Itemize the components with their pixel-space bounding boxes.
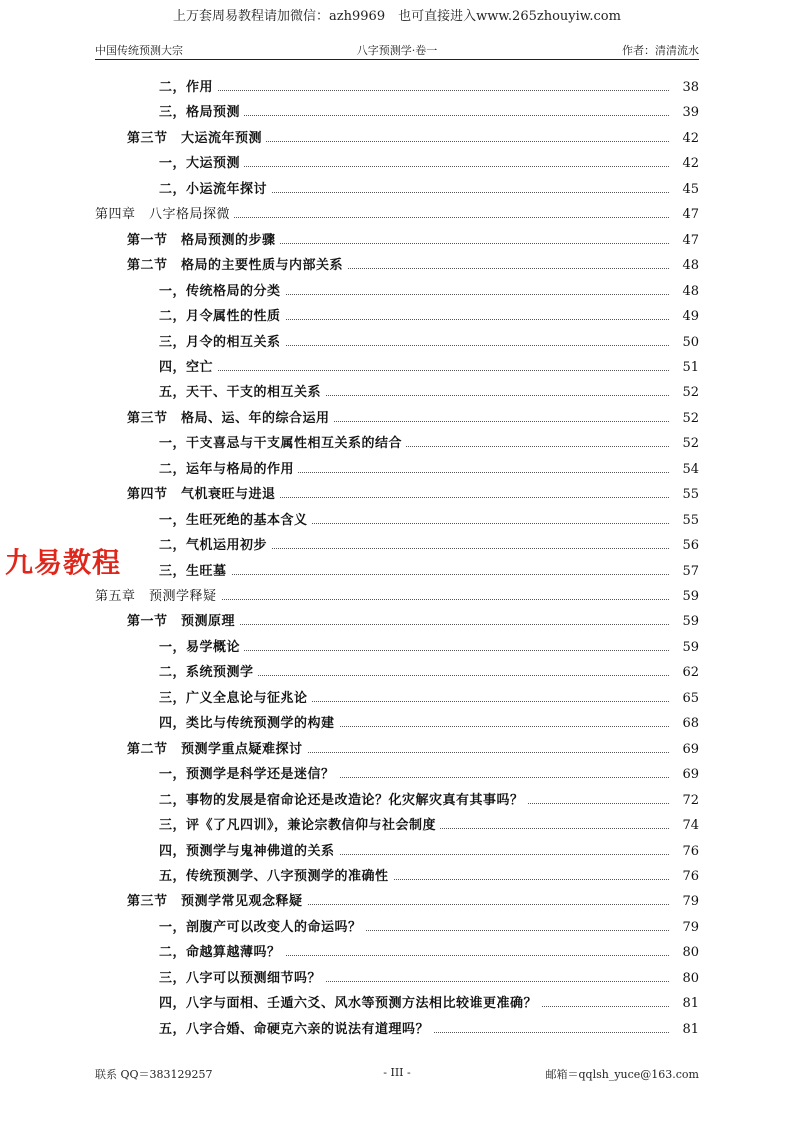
page-number: - III - bbox=[383, 1066, 411, 1079]
toc-title: 四，类比与传统预测学的构建 bbox=[159, 714, 339, 734]
toc-page-number: 42 bbox=[669, 129, 699, 149]
toc-page-number: 54 bbox=[669, 460, 699, 480]
toc-title: 第一节 格局预测的步骤 bbox=[127, 231, 280, 251]
toc-subsection[interactable] bbox=[0, 460, 794, 480]
toc-subsection[interactable] bbox=[0, 282, 794, 302]
toc-leader-dots bbox=[159, 90, 697, 91]
toc-title: 一，易学概论 bbox=[159, 638, 244, 658]
toc-title: 四，空亡 bbox=[159, 358, 217, 378]
toc-section[interactable] bbox=[0, 612, 794, 632]
toc-title: 第四章 八字格局探微 bbox=[95, 205, 234, 225]
toc-page-number: 74 bbox=[669, 816, 699, 836]
toc-page-number: 45 bbox=[669, 180, 699, 200]
toc-subsection[interactable] bbox=[0, 358, 794, 378]
toc-page-number: 79 bbox=[669, 918, 699, 938]
toc-title: 第三节 预测学常见观念释疑 bbox=[127, 892, 307, 912]
toc-subsection[interactable] bbox=[0, 383, 794, 403]
toc-chapter[interactable] bbox=[0, 205, 794, 225]
toc-page-number: 52 bbox=[669, 409, 699, 429]
toc-page-number: 55 bbox=[669, 511, 699, 531]
toc-title: 三，月令的相互关系 bbox=[159, 333, 285, 353]
toc-title: 四，八字与面相、壬遁六爻、风水等预测方法相比较谁更准确？ bbox=[159, 994, 541, 1014]
toc-subsection[interactable] bbox=[0, 765, 794, 785]
toc-subsection[interactable] bbox=[0, 434, 794, 454]
toc-page-number: 80 bbox=[669, 943, 699, 963]
toc-section[interactable] bbox=[0, 485, 794, 505]
toc-title: 二，命越算越薄吗？ bbox=[159, 943, 285, 963]
toc-subsection[interactable] bbox=[0, 918, 794, 938]
toc-page-number: 76 bbox=[669, 842, 699, 862]
toc-section[interactable] bbox=[0, 409, 794, 429]
toc-page-number: 81 bbox=[669, 1020, 699, 1040]
toc-page-number: 59 bbox=[669, 587, 699, 607]
toc-subsection[interactable] bbox=[0, 816, 794, 836]
toc-section[interactable] bbox=[0, 129, 794, 149]
toc-subsection[interactable] bbox=[0, 78, 794, 98]
toc-title: 第一节 预测原理 bbox=[127, 612, 239, 632]
toc-title: 一，大运预测 bbox=[159, 154, 244, 174]
toc-page-number: 62 bbox=[669, 663, 699, 683]
toc-title: 五，传统预测学、八字预测学的准确性 bbox=[159, 867, 393, 887]
page-footer bbox=[95, 1066, 699, 1084]
toc-title: 二，作用 bbox=[159, 78, 217, 98]
toc-page-number: 76 bbox=[669, 867, 699, 887]
toc-subsection[interactable] bbox=[0, 842, 794, 862]
toc-title: 三，评《了凡四训》，兼论宗教信仰与社会制度 bbox=[159, 816, 440, 836]
toc-page-number: 59 bbox=[669, 638, 699, 658]
toc-title: 三，广义全息论与征兆论 bbox=[159, 689, 312, 709]
toc-page-number: 57 bbox=[669, 562, 699, 582]
toc-page-number: 52 bbox=[669, 434, 699, 454]
toc-title: 五，天干、干支的相互关系 bbox=[159, 383, 325, 403]
toc-subsection[interactable] bbox=[0, 943, 794, 963]
header-center: 八字预测学·卷一 bbox=[356, 44, 438, 57]
toc-title: 三，生旺墓 bbox=[159, 562, 231, 582]
toc-page-number: 56 bbox=[669, 536, 699, 556]
toc-title: 二，系统预测学 bbox=[159, 663, 258, 683]
toc-page-number: 48 bbox=[669, 256, 699, 276]
toc-title: 第五章 预测学释疑 bbox=[95, 587, 221, 607]
toc-page-number: 39 bbox=[669, 103, 699, 123]
toc-chapter[interactable] bbox=[0, 587, 794, 607]
toc-subsection[interactable] bbox=[0, 969, 794, 989]
toc-subsection[interactable] bbox=[0, 307, 794, 327]
toc-title: 三，格局预测 bbox=[159, 103, 244, 123]
toc-page-number: 47 bbox=[669, 231, 699, 251]
toc-title: 一，剖腹产可以改变人的命运吗？ bbox=[159, 918, 366, 938]
toc-page-number: 59 bbox=[669, 612, 699, 632]
toc-title: 四，预测学与鬼神佛道的关系 bbox=[159, 842, 339, 862]
toc-title: 第三节 大运流年预测 bbox=[127, 129, 266, 149]
toc-title: 一，生旺死绝的基本含义 bbox=[159, 511, 312, 531]
toc-subsection[interactable] bbox=[0, 180, 794, 200]
toc-subsection[interactable] bbox=[0, 154, 794, 174]
toc-subsection[interactable] bbox=[0, 103, 794, 123]
toc-title: 第三节 格局、运、年的综合运用 bbox=[127, 409, 334, 429]
toc-section[interactable] bbox=[0, 892, 794, 912]
toc-subsection[interactable] bbox=[0, 638, 794, 658]
toc-title: 第四节 气机衰旺与进退 bbox=[127, 485, 280, 505]
toc-page-number: 65 bbox=[669, 689, 699, 709]
top-banner: 上万套周易教程请加微信：azh9969 也可直接进入www.265zhouyiw.com bbox=[173, 9, 621, 24]
toc-title: 第二节 预测学重点疑难探讨 bbox=[127, 740, 307, 760]
toc-leader-dots bbox=[159, 370, 697, 371]
toc-leader-dots bbox=[159, 574, 697, 575]
toc-page-number: 80 bbox=[669, 969, 699, 989]
toc-title: 一，干支喜忌与干支属性相互关系的结合 bbox=[159, 434, 406, 454]
toc-title: 一，传统格局的分类 bbox=[159, 282, 285, 302]
toc-page-number: 51 bbox=[669, 358, 699, 378]
header-right: 作者：清清流水 bbox=[622, 44, 699, 57]
toc-page-number: 79 bbox=[669, 892, 699, 912]
footer-contact-qq: 联系 QQ＝383129257 bbox=[95, 1068, 213, 1081]
toc-title: 二，气机运用初步 bbox=[159, 536, 271, 556]
toc-subsection[interactable] bbox=[0, 689, 794, 709]
toc-page-number: 49 bbox=[669, 307, 699, 327]
toc-section[interactable] bbox=[0, 256, 794, 276]
toc-page-number: 72 bbox=[669, 791, 699, 811]
toc-subsection[interactable] bbox=[0, 663, 794, 683]
toc-subsection[interactable] bbox=[0, 791, 794, 811]
toc-subsection[interactable] bbox=[0, 1020, 794, 1040]
toc-title: 二，月令属性的性质 bbox=[159, 307, 285, 327]
toc-title: 二，事物的发展是宿命论还是改造论？化灾解灾真有其事吗？ bbox=[159, 791, 528, 811]
toc-page-number: 69 bbox=[669, 765, 699, 785]
footer-email: 邮箱＝qqlsh_yuce@163.com bbox=[545, 1068, 699, 1081]
toc-subsection[interactable] bbox=[0, 867, 794, 887]
toc-subsection[interactable] bbox=[0, 714, 794, 734]
toc-page-number: 52 bbox=[669, 383, 699, 403]
toc-section[interactable] bbox=[0, 740, 794, 760]
toc-title: 五，八字合婚、命硬克六亲的说法有道理吗？ bbox=[159, 1020, 433, 1040]
toc-page-number: 50 bbox=[669, 333, 699, 353]
toc-subsection[interactable] bbox=[0, 511, 794, 531]
watermark-logo: 九易教程 bbox=[5, 546, 122, 579]
toc-title: 二，小运流年探讨 bbox=[159, 180, 271, 200]
toc-title: 第二节 格局的主要性质与内部关系 bbox=[127, 256, 347, 276]
toc-subsection[interactable] bbox=[0, 994, 794, 1014]
toc-page-number: 38 bbox=[669, 78, 699, 98]
toc-title: 一，预测学是科学还是迷信？ bbox=[159, 765, 339, 785]
toc-title: 二，运年与格局的作用 bbox=[159, 460, 298, 480]
toc-page-number: 47 bbox=[669, 205, 699, 225]
toc-page-number: 55 bbox=[669, 485, 699, 505]
toc-page-number: 69 bbox=[669, 740, 699, 760]
page-header bbox=[95, 42, 699, 60]
header-rule bbox=[95, 59, 699, 60]
toc-page-number: 68 bbox=[669, 714, 699, 734]
toc-page-number: 48 bbox=[669, 282, 699, 302]
toc-page-number: 81 bbox=[669, 994, 699, 1014]
toc-page-number: 42 bbox=[669, 154, 699, 174]
toc-subsection[interactable] bbox=[0, 333, 794, 353]
toc-section[interactable] bbox=[0, 231, 794, 251]
header-left: 中国传统预测大宗 bbox=[95, 44, 183, 57]
toc-title: 三，八字可以预测细节吗？ bbox=[159, 969, 325, 989]
